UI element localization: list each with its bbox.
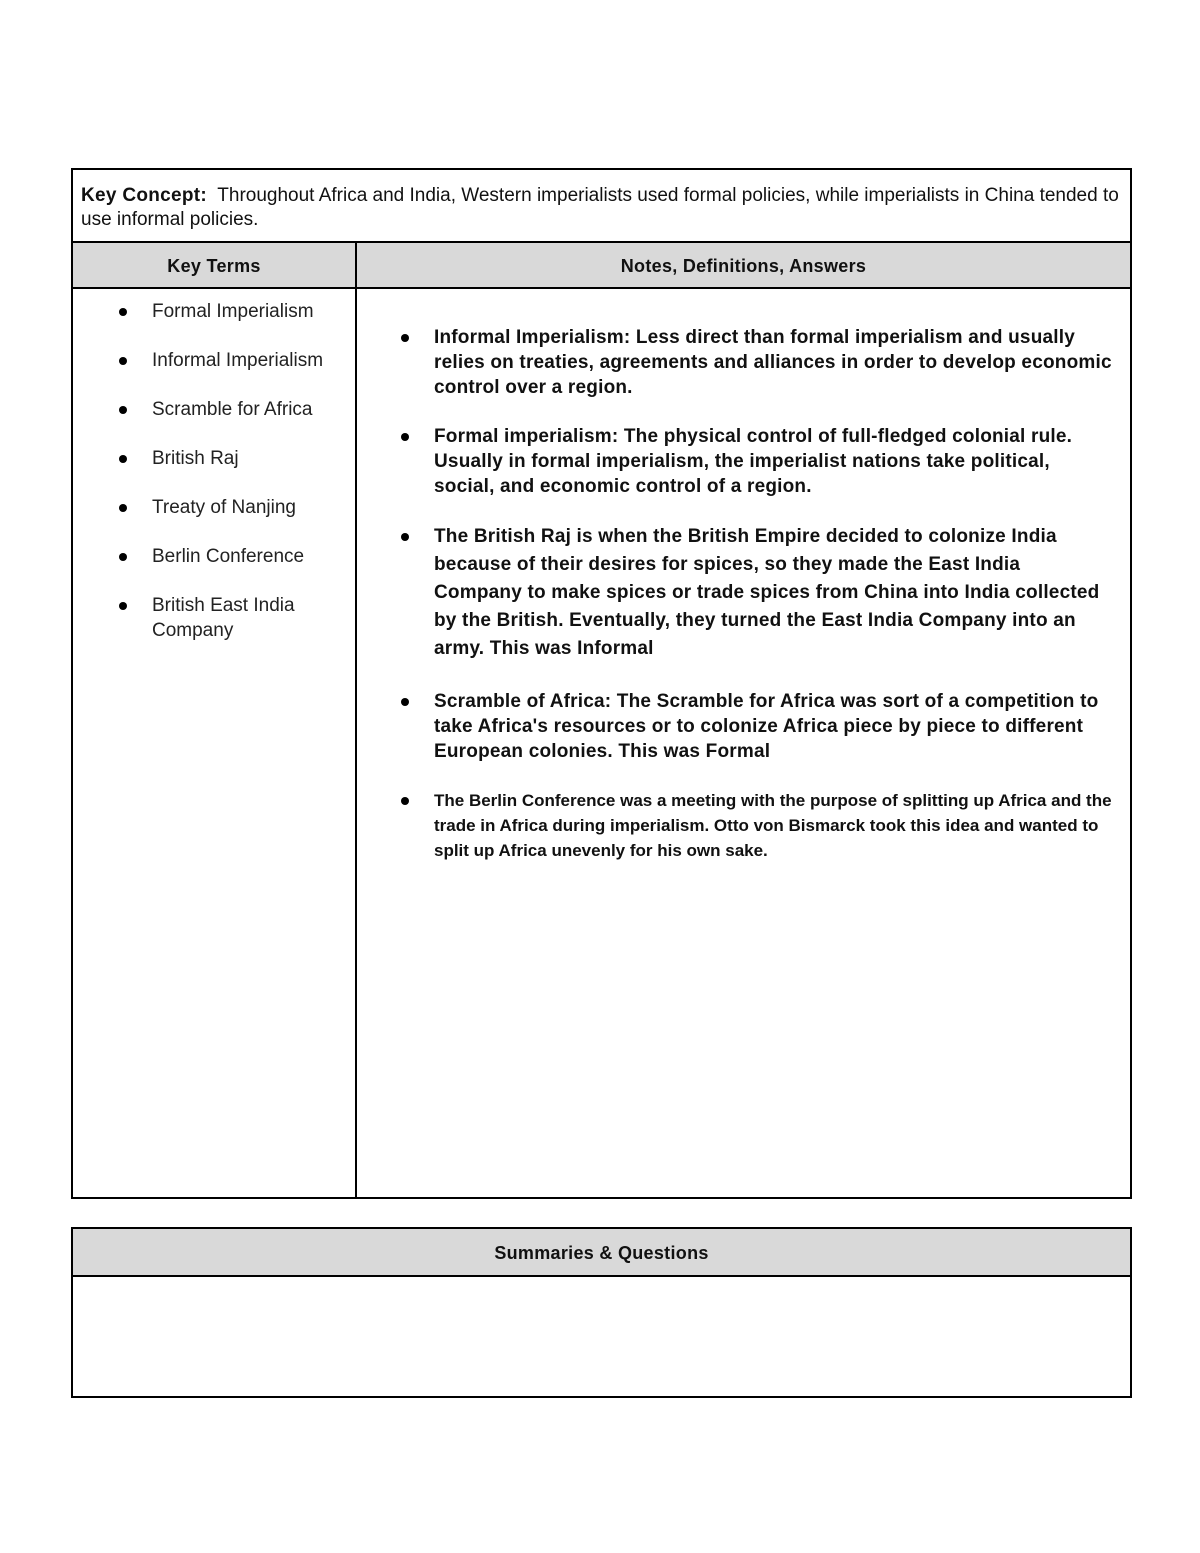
bullet-icon: [119, 357, 127, 365]
key-terms-header: Key Terms: [167, 256, 261, 276]
key-term-text: Formal Imperialism: [152, 301, 314, 322]
bullet-icon: [401, 334, 409, 342]
summary-area[interactable]: [73, 1277, 1130, 1396]
key-terms-list: [73, 299, 355, 667]
bullet-icon: [119, 406, 127, 414]
bullet-icon: [401, 533, 409, 541]
note-item: [357, 689, 1130, 764]
key-concept-text: Throughout Africa and India, Western imperialists used formal policies, while imperialists in China tended to use informal policies.: [81, 185, 1119, 230]
key-term-text: British Raj: [152, 448, 239, 469]
bullet-icon: [119, 504, 127, 512]
bullet-icon: [119, 553, 127, 561]
bullet-icon: [401, 797, 409, 805]
summary-header: Summaries & Questions: [73, 1229, 1130, 1277]
key-concept-label: Key Concept:: [81, 185, 208, 206]
key-term-text: Treaty of Nanjing: [152, 497, 296, 518]
bullet-icon: [119, 602, 127, 610]
note-text: The British Raj is when the British Empire decided to colonize India because of their desires for spices, so they made the East India Company to make spices or trade spices from China into India collected by the British. Eventually, they turned the East India Company into an army. This was Informal: [434, 526, 1100, 659]
bullet-icon: [401, 433, 409, 441]
note-text: The Berlin Conference was a meeting with the purpose of splitting up Africa and the trade in Africa during imperialism. Otto von Bismarck took this idea and wanted to split up Africa unevenly for his own sake.: [434, 791, 1112, 860]
bullet-icon: [401, 698, 409, 706]
key-term-item: [73, 397, 355, 422]
key-term-text: British East India Company: [152, 595, 295, 641]
key-term-item: [73, 348, 355, 373]
cornell-notes-table: [71, 168, 1132, 1199]
summary-table: [71, 1227, 1132, 1398]
note-text: Formal imperialism: The physical control of full-fledged colonial rule. Usually in formal imperialism, the imperialist nations take political, social, and economic control of a region.: [434, 426, 1073, 497]
notes-header: Notes, Definitions, Answers: [620, 256, 867, 276]
note-text: Informal Imperialism: Less direct than formal imperialism and usually relies on treaties, agreements and alliances in order to develop economic control over a region.: [434, 327, 1112, 398]
bullet-icon: [119, 308, 127, 316]
key-term-item: [73, 299, 355, 324]
notes-list: [357, 325, 1130, 887]
note-text: Scramble of Africa: The Scramble for Africa was sort of a competition to take Africa's resources or to colonize Africa piece by piece to different European colonies. This was Formal: [434, 691, 1099, 762]
column-header-row: [73, 243, 1130, 289]
key-concept: [73, 170, 1130, 243]
note-item: [357, 523, 1130, 663]
note-item: [357, 788, 1130, 863]
key-term-item: [73, 593, 355, 643]
note-item: [357, 424, 1130, 499]
key-term-item: [73, 446, 355, 471]
key-term-item: [73, 495, 355, 520]
key-term-text: Berlin Conference: [152, 546, 305, 567]
note-item: [357, 325, 1130, 400]
key-term-item: [73, 544, 355, 569]
key-term-text: Scramble for Africa: [152, 399, 313, 420]
key-term-text: Informal Imperialism: [152, 350, 324, 371]
bullet-icon: [119, 455, 127, 463]
